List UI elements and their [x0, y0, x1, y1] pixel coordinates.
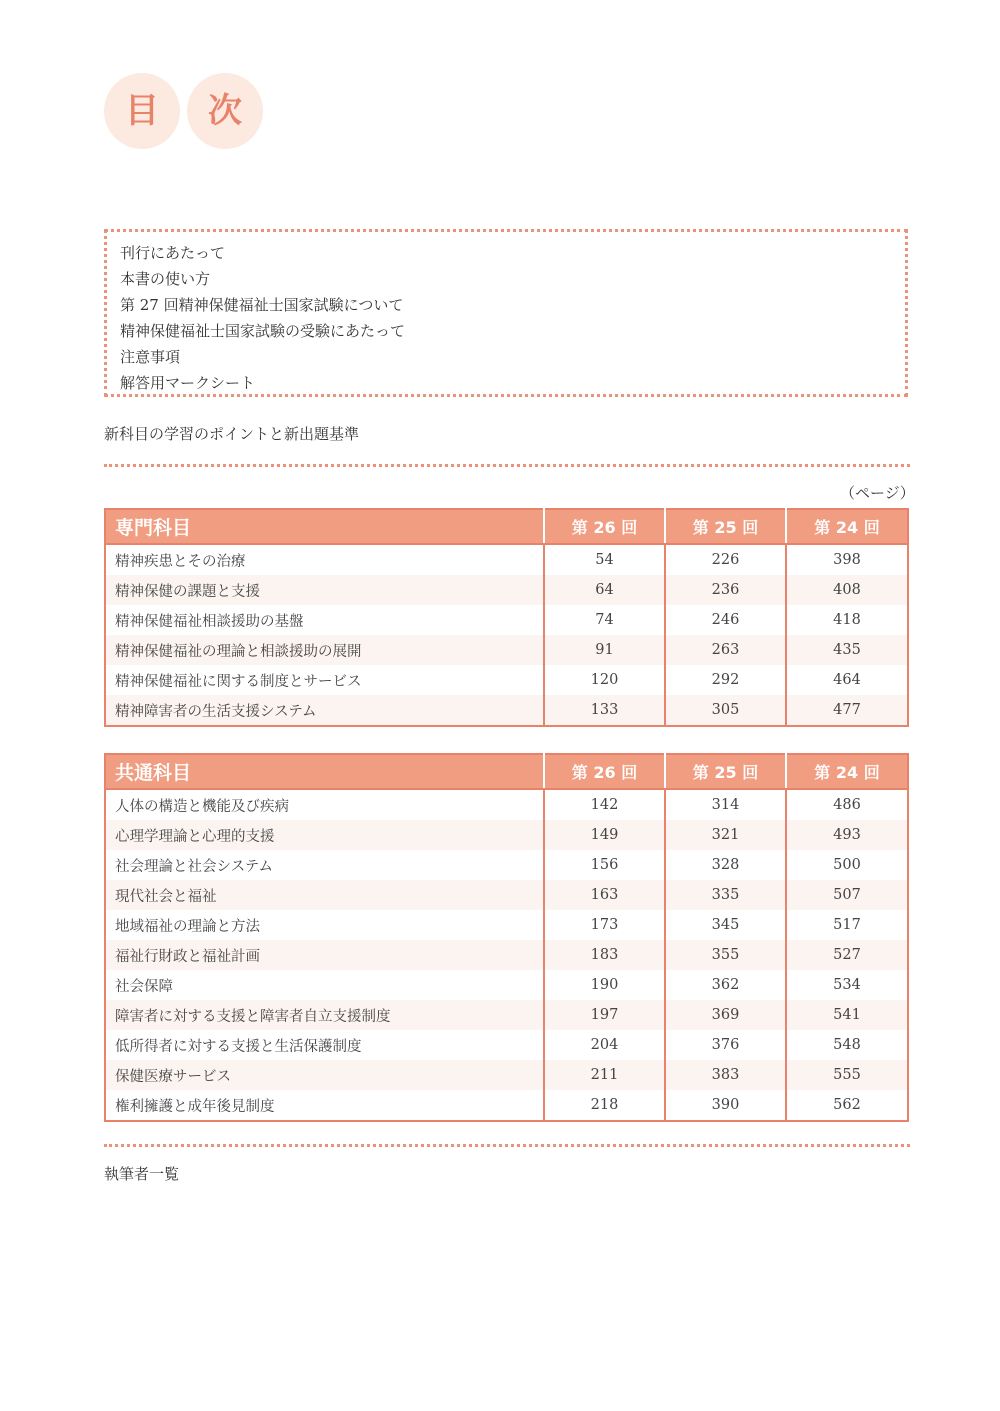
page-25: 390 — [665, 1090, 786, 1121]
page-25: 236 — [665, 575, 786, 605]
subject-name: 人体の構造と機能及び疾病 — [115, 798, 289, 815]
table-row[interactable] — [105, 880, 908, 910]
page-24: 486 — [786, 789, 908, 820]
page-24: 408 — [786, 575, 908, 605]
subject-name: 地域福祉の理論と方法 — [115, 918, 260, 935]
table-row[interactable] — [105, 544, 908, 575]
table-row[interactable] — [105, 575, 908, 605]
subject-name: 精神障害者の生活支援システム — [105, 695, 544, 726]
page-26: 218 — [544, 1090, 665, 1121]
subject-name: 現代社会と福祉 — [105, 880, 544, 910]
table-row[interactable] — [105, 1000, 908, 1030]
subject-name: 心理学理論と心理的支援 — [105, 820, 544, 850]
subject-name: 権利擁護と成年後見制度 — [115, 1098, 275, 1115]
subject-name: 精神保健の課題と支援 — [105, 575, 544, 605]
page-26: 163 — [544, 880, 665, 910]
page-26: 142 — [544, 789, 665, 820]
page-24: 500 — [786, 850, 908, 880]
header-exam-24: 第 24 回 — [786, 509, 908, 544]
page-26: 64 — [544, 575, 665, 605]
header-exam-26: 第 26 回 — [544, 754, 665, 789]
page-25: 355 — [665, 940, 786, 970]
page-26: 54 — [544, 544, 665, 575]
subject-name: 低所得者に対する支援と生活保護制度 — [115, 1038, 362, 1055]
table-row[interactable] — [105, 605, 908, 635]
intro-toc-box — [104, 229, 908, 397]
table-row[interactable] — [105, 635, 908, 665]
table-row[interactable] — [105, 695, 908, 726]
title-char-2: 次 — [187, 73, 263, 149]
page-24: 398 — [786, 544, 908, 575]
page-26: 91 — [544, 635, 665, 665]
table-row[interactable] — [105, 789, 908, 820]
table-row[interactable] — [105, 1060, 908, 1090]
page-25: 292 — [665, 665, 786, 695]
page-26: 197 — [544, 1000, 665, 1030]
page-25: 345 — [665, 910, 786, 940]
page-26: 149 — [544, 820, 665, 850]
page-25: 246 — [665, 605, 786, 635]
page-25: 314 — [665, 789, 786, 820]
page-24: 464 — [786, 665, 908, 695]
header-exam-25: 第 25 回 — [665, 754, 786, 789]
header-exam-26: 第 26 回 — [544, 509, 665, 544]
toc-entry[interactable]: 本書の使い方 — [120, 270, 211, 288]
page-25: 376 — [665, 1030, 786, 1060]
page-24: 548 — [786, 1030, 908, 1060]
page-24: 435 — [786, 635, 908, 665]
subject-name: 精神保健福祉の理論と相談援助の展開 — [105, 635, 544, 665]
table-header-row — [105, 754, 908, 789]
page-24: 541 — [786, 1000, 908, 1030]
title-char-1: 目 — [104, 73, 180, 149]
page-25: 335 — [665, 880, 786, 910]
page-25: 263 — [665, 635, 786, 665]
table-row[interactable] — [105, 820, 908, 850]
toc-entry[interactable]: 精神保健福祉士国家試験の受験にあたって — [120, 322, 406, 340]
page-26: 120 — [544, 665, 665, 695]
divider — [104, 1144, 910, 1147]
page-24: 534 — [786, 970, 908, 1000]
toc-entry[interactable]: 解答用マークシート — [120, 374, 256, 392]
page-24: 477 — [786, 695, 908, 726]
toc-entry[interactable]: 刊行にあたって — [120, 244, 226, 262]
table-row[interactable] — [105, 665, 908, 695]
subject-name: 福祉行財政と福祉計画 — [105, 940, 544, 970]
page-26: 156 — [544, 850, 665, 880]
subject-name: 精神疾患とその治療 — [115, 553, 246, 570]
page-26: 211 — [544, 1060, 665, 1090]
table-row[interactable] — [105, 940, 908, 970]
page-25: 328 — [665, 850, 786, 880]
page-26: 190 — [544, 970, 665, 1000]
table-header-row — [105, 509, 908, 544]
subject-name: 精神保健福祉に関する制度とサービス — [115, 673, 362, 690]
page-25: 226 — [665, 544, 786, 575]
page-24: 507 — [786, 880, 908, 910]
table-row[interactable] — [105, 1090, 908, 1121]
page-24: 418 — [786, 605, 908, 635]
specialized-subjects-table — [104, 508, 909, 727]
subject-name: 精神保健福祉相談援助の基盤 — [115, 613, 304, 630]
toc-entry[interactable]: 第 27 回精神保健福祉士国家試験について — [120, 296, 404, 314]
common-subjects-table — [104, 753, 909, 1122]
page-24: 555 — [786, 1060, 908, 1090]
subject-name: 社会理論と社会システム — [115, 858, 274, 875]
page-26: 173 — [544, 910, 665, 940]
header-exam-24: 第 24 回 — [786, 754, 908, 789]
toc-entry-new-subjects[interactable]: 新科目の学習のポイントと新出題基準 — [104, 425, 360, 443]
page-25: 369 — [665, 1000, 786, 1030]
subject-name: 保健医療サービス — [105, 1060, 544, 1090]
page-24: 493 — [786, 820, 908, 850]
subject-name: 社会保障 — [115, 978, 173, 995]
divider — [104, 464, 910, 467]
table-row[interactable] — [105, 970, 908, 1000]
table-row[interactable] — [105, 850, 908, 880]
table-row[interactable] — [105, 910, 908, 940]
page-25: 383 — [665, 1060, 786, 1090]
toc-entry-authors[interactable]: 執筆者一覧 — [104, 1165, 180, 1183]
page-26: 183 — [544, 940, 665, 970]
page-26: 133 — [544, 695, 665, 726]
page-25: 321 — [665, 820, 786, 850]
page-24: 527 — [786, 940, 908, 970]
table-row[interactable] — [105, 1030, 908, 1060]
header-subject: 共通科目 — [105, 754, 544, 789]
page-26: 74 — [544, 605, 665, 635]
page-24: 562 — [786, 1090, 908, 1121]
unit-label: （ページ） — [840, 484, 915, 502]
subject-name: 障害者に対する支援と障害者自立支援制度 — [105, 1000, 544, 1030]
page-25: 305 — [665, 695, 786, 726]
header-subject: 専門科目 — [105, 509, 544, 544]
header-exam-25: 第 25 回 — [665, 509, 786, 544]
page-25: 362 — [665, 970, 786, 1000]
page-26: 204 — [544, 1030, 665, 1060]
page-24: 517 — [786, 910, 908, 940]
toc-entry[interactable]: 注意事項 — [120, 348, 181, 366]
